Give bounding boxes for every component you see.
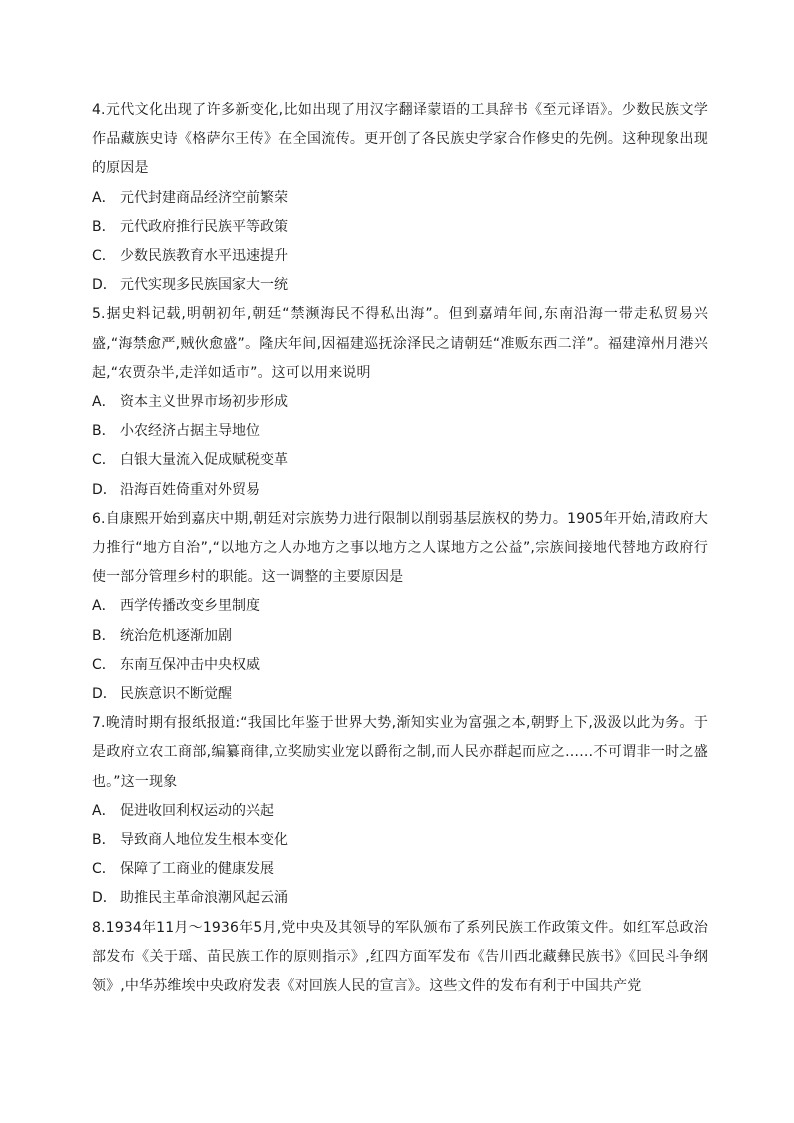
option-text: 保障了工商业的健康发展 <box>120 861 274 878</box>
question-5 <box>92 300 708 504</box>
option-letter: D． <box>92 277 117 294</box>
option-list <box>92 184 708 301</box>
option-text: 沿海百姓倚重对外贸易 <box>120 481 260 498</box>
option-letter: B． <box>92 832 116 849</box>
question-7 <box>92 709 708 913</box>
option-letter: D． <box>92 686 117 703</box>
option-list <box>92 388 708 505</box>
option-letter: C． <box>92 248 116 265</box>
question-stem: 6.自康熙开始到嘉庆中期,朝廷对宗族势力进行限制以削弱基层族权的势力。1905年开始,清政府大力推行“地方自治”,“以地方之人办地方之事以地方之人谋地方之公益”,宗族间接地代替地方政府行使一部分管理乡村的职能。这一调整的主要原因是 <box>92 510 708 586</box>
option-a[interactable] <box>92 184 708 213</box>
option-d[interactable] <box>92 884 708 913</box>
option-letter: A． <box>92 598 116 615</box>
option-letter: D． <box>92 481 117 498</box>
option-list <box>92 592 708 709</box>
option-d[interactable] <box>92 476 708 505</box>
option-b[interactable] <box>92 826 708 855</box>
option-letter: B． <box>92 218 116 235</box>
option-c[interactable] <box>92 855 708 884</box>
option-d[interactable] <box>92 680 708 709</box>
question-stem: 7.晚清时期有报纸报道:“我国比年鉴于世界大势,渐知实业为富强之本,朝野上下,汲汲以此为务。于是政府立农工商部,编纂商律,立奖励实业宠以爵衔之制,而人民亦群起而应之……不可谓非一时之盛也。”这一现象 <box>92 715 708 790</box>
option-b[interactable] <box>92 622 708 651</box>
option-letter: C． <box>92 861 116 878</box>
option-d[interactable] <box>92 271 708 300</box>
option-text: 少数民族教育水平迅速提升 <box>120 248 288 265</box>
option-b[interactable] <box>92 417 708 446</box>
option-c[interactable] <box>92 651 708 680</box>
option-letter: B． <box>92 423 116 440</box>
option-a[interactable] <box>92 592 708 621</box>
option-text: 元代实现多民族国家大一统 <box>120 277 288 294</box>
option-a[interactable] <box>92 388 708 417</box>
exam-page <box>92 96 708 1001</box>
question-8 <box>92 914 708 1002</box>
question-4 <box>92 96 708 300</box>
option-text: 助推民主革命浪潮风起云涌 <box>120 890 288 907</box>
option-a[interactable] <box>92 797 708 826</box>
question-stem: 5.据史料记载,明朝初年,朝廷“禁濒海民不得私出海”。但到嘉靖年间,东南沿海一带走私贸易兴盛,“海禁愈严,贼伙愈盛”。隆庆年间,因福建巡抚涂泽民之请朝廷“准贩东西二洋”。福建漳州月港兴起,“农贾杂半,走洋如适市”。这可以用来说明 <box>92 306 708 381</box>
option-text: 元代政府推行民族平等政策 <box>120 218 288 235</box>
option-letter: A． <box>92 802 116 819</box>
option-letter: B． <box>92 627 116 644</box>
option-text: 资本主义世界市场初步形成 <box>120 394 288 411</box>
question-6 <box>92 505 708 709</box>
option-text: 小农经济占据主导地位 <box>120 423 260 440</box>
option-text: 西学传播改变乡里制度 <box>120 598 260 615</box>
option-c[interactable] <box>92 446 708 475</box>
option-letter: C． <box>92 452 116 469</box>
option-text: 统治危机逐渐加剧 <box>120 627 232 644</box>
option-text: 导致商人地位发生根本变化 <box>120 832 288 849</box>
option-text: 促进收回利权运动的兴起 <box>120 802 274 819</box>
option-b[interactable] <box>92 213 708 242</box>
question-stem: 4.元代文化出现了许多新变化,比如出现了用汉字翻译蒙语的工具辞书《至元译语》。少数民族文学作品藏族史诗《格萨尔王传》在全国流传。更开创了各民族史学家合作修史的先例。这种现象出现的原因是 <box>92 102 708 177</box>
option-text: 白银大量流入促成赋税变革 <box>120 452 288 469</box>
option-letter: A． <box>92 394 116 411</box>
option-text: 元代封建商品经济空前繁荣 <box>120 189 288 206</box>
option-c[interactable] <box>92 242 708 271</box>
option-text: 民族意识不断觉醒 <box>120 686 232 703</box>
option-text: 东南互保冲击中央权威 <box>120 656 260 673</box>
option-letter: C． <box>92 656 116 673</box>
option-letter: A． <box>92 189 116 206</box>
option-list <box>92 797 708 914</box>
option-letter: D． <box>92 890 117 907</box>
question-stem: 8.1934年11月～1936年5月,党中央及其领导的军队颁布了系列民族工作政策文件。如红军总政治部发布《关于瑶、苗民族工作的原则指示》,红四方面军发布《告川西北藏彝民族书》《回民斗争纲领》,中华苏维埃中央政府发表《对回族人民的宣言》。这些文件的发布有利于中国共产党 <box>92 919 708 995</box>
